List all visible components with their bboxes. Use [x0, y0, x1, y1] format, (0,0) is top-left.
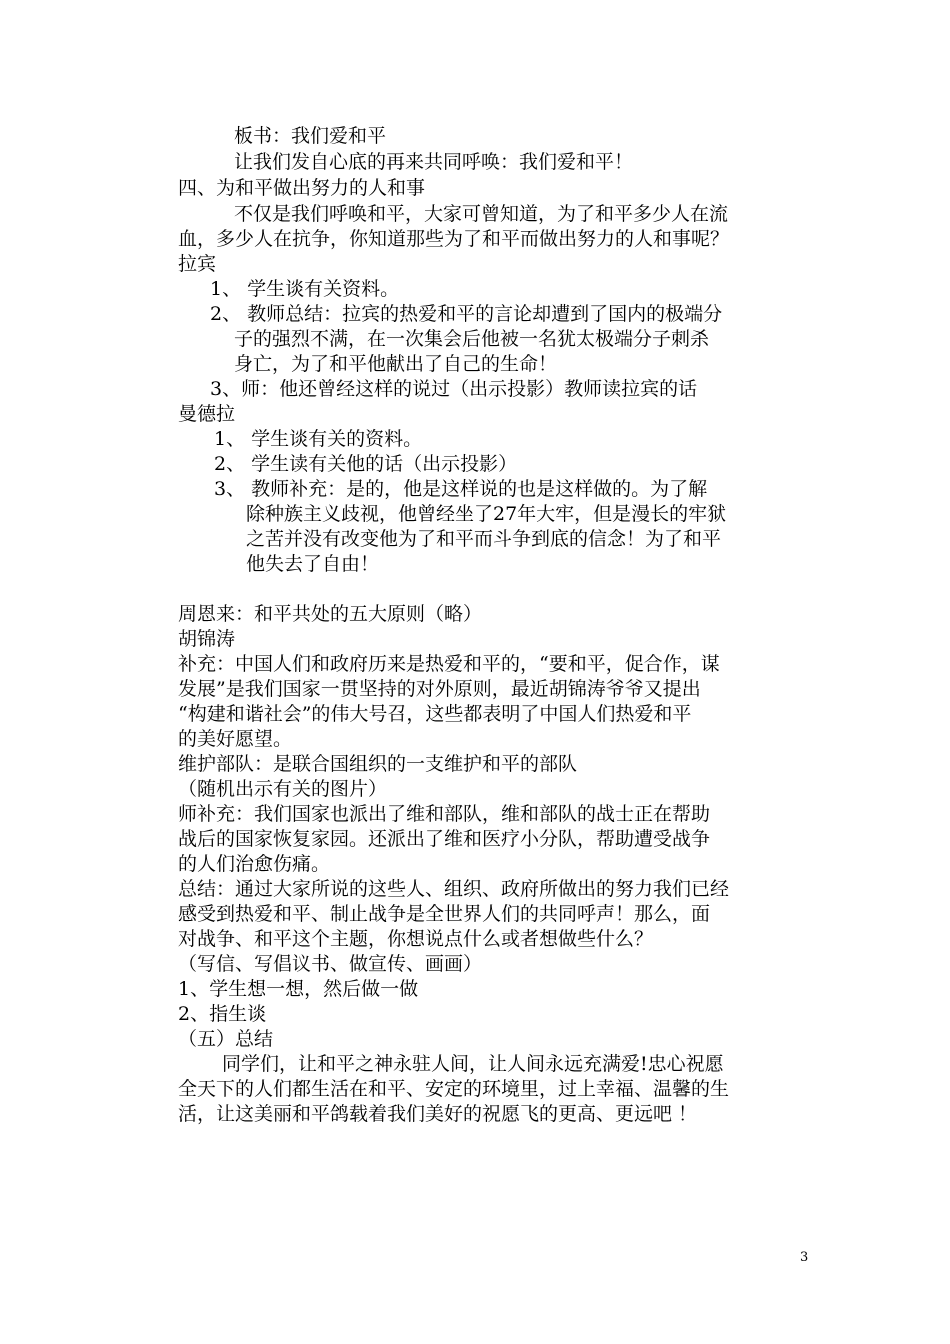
text-line: 子的强烈不满，在一次集会后他被一名犹太极端分子刺杀	[234, 328, 710, 350]
list-item: 2、指生谈	[178, 1003, 267, 1025]
section-heading: （五）总结	[178, 1028, 274, 1050]
list-item: 3、师：他还曾经这样的说过（出示投影）教师读拉宾的话	[210, 378, 698, 400]
section-heading: 四、为和平做出努力的人和事	[178, 177, 426, 199]
text-line: 对战争、和平这个主题，你想说点什么或者想做些什么？	[178, 928, 654, 950]
text-line: 发展”是我们国家一贯坚持的对外原则，最近胡锦涛爷爷又提出	[178, 678, 701, 700]
list-item: 2、 学生读有关他的话（出示投影）	[214, 453, 518, 475]
text-line: 周恩来：和平共处的五大原则（略）	[178, 603, 483, 625]
text-line: 的美好愿望。	[178, 728, 293, 750]
text-line: 他失去了自由！	[246, 553, 380, 575]
list-item: 1、 学生谈有关的资料。	[214, 428, 423, 450]
page-number: 3	[800, 1250, 809, 1265]
text-line: 让我们发自心底的再来共同呼唤：我们爱和平！	[234, 151, 634, 173]
list-item: 3、 教师补充：是的，他是这样说的也是这样做的。为了解	[214, 478, 708, 500]
text-line: 之苦并没有改变他为了和平而斗争到底的信念！为了和平	[246, 528, 722, 550]
text-line: 维护部队：是联合国组织的一支维护和平的部队	[178, 753, 578, 775]
list-item: 2、 教师总结：拉宾的热爱和平的言论却遭到了国内的极端分	[210, 303, 723, 325]
list-item: 1、 学生谈有关资料。	[210, 278, 400, 300]
text-line: 血，多少人在抗争，你知道那些为了和平而做出努力的人和事呢？	[178, 228, 730, 250]
text-line: 全天下的人们都生活在和平、安定的环境里，过上幸福、温馨的生	[178, 1078, 730, 1100]
text-line: 板书：我们爱和平	[234, 125, 387, 147]
text-line: 不仅是我们呼唤和平，大家可曾知道，为了和平多少人在流	[234, 203, 729, 225]
text-line: “构建和谐社会”的伟大号召，这些都表明了中国人们热爱和平	[178, 703, 692, 725]
text-line: 活，让这美丽和平鸽载着我们美好的祝愿飞的更高、更远吧 ！	[178, 1103, 698, 1125]
text-line: 胡锦涛	[178, 628, 236, 650]
text-line: 同学们，让和平之神永驻人间，让人间永远充满爱!忠心祝愿	[222, 1053, 724, 1075]
text-line: 感受到热爱和平、制止战争是全世界人们的共同呼声！那么，面	[178, 903, 711, 925]
text-line: （写信、写倡议书、做宣传、画画）	[178, 953, 483, 975]
text-line: 拉宾	[178, 253, 217, 275]
text-line: 的人们治愈伤痛。	[178, 853, 331, 875]
text-line: 总结：通过大家所说的这些人、组织、政府所做出的努力我们已经	[178, 878, 730, 900]
text-line: 除种族主义歧视，他曾经坐了27年大牢，但是漫长的牢狱	[246, 503, 727, 525]
text-line: 战后的国家恢复家园。还派出了维和医疗小分队，帮助遭受战争	[178, 828, 711, 850]
text-line: 师补充：我们国家也派出了维和部队，维和部队的战士正在帮助	[178, 803, 711, 825]
text-line: 身亡，为了和平他献出了自己的生命！	[234, 353, 558, 375]
text-line: （随机出示有关的图片）	[178, 778, 388, 800]
list-item: 1、学生想一想，然后做一做	[178, 978, 419, 1000]
text-line: 补充：中国人们和政府历来是热爱和平的，“要和平，促合作，谋	[178, 653, 720, 675]
text-line: 曼德拉	[178, 403, 236, 425]
